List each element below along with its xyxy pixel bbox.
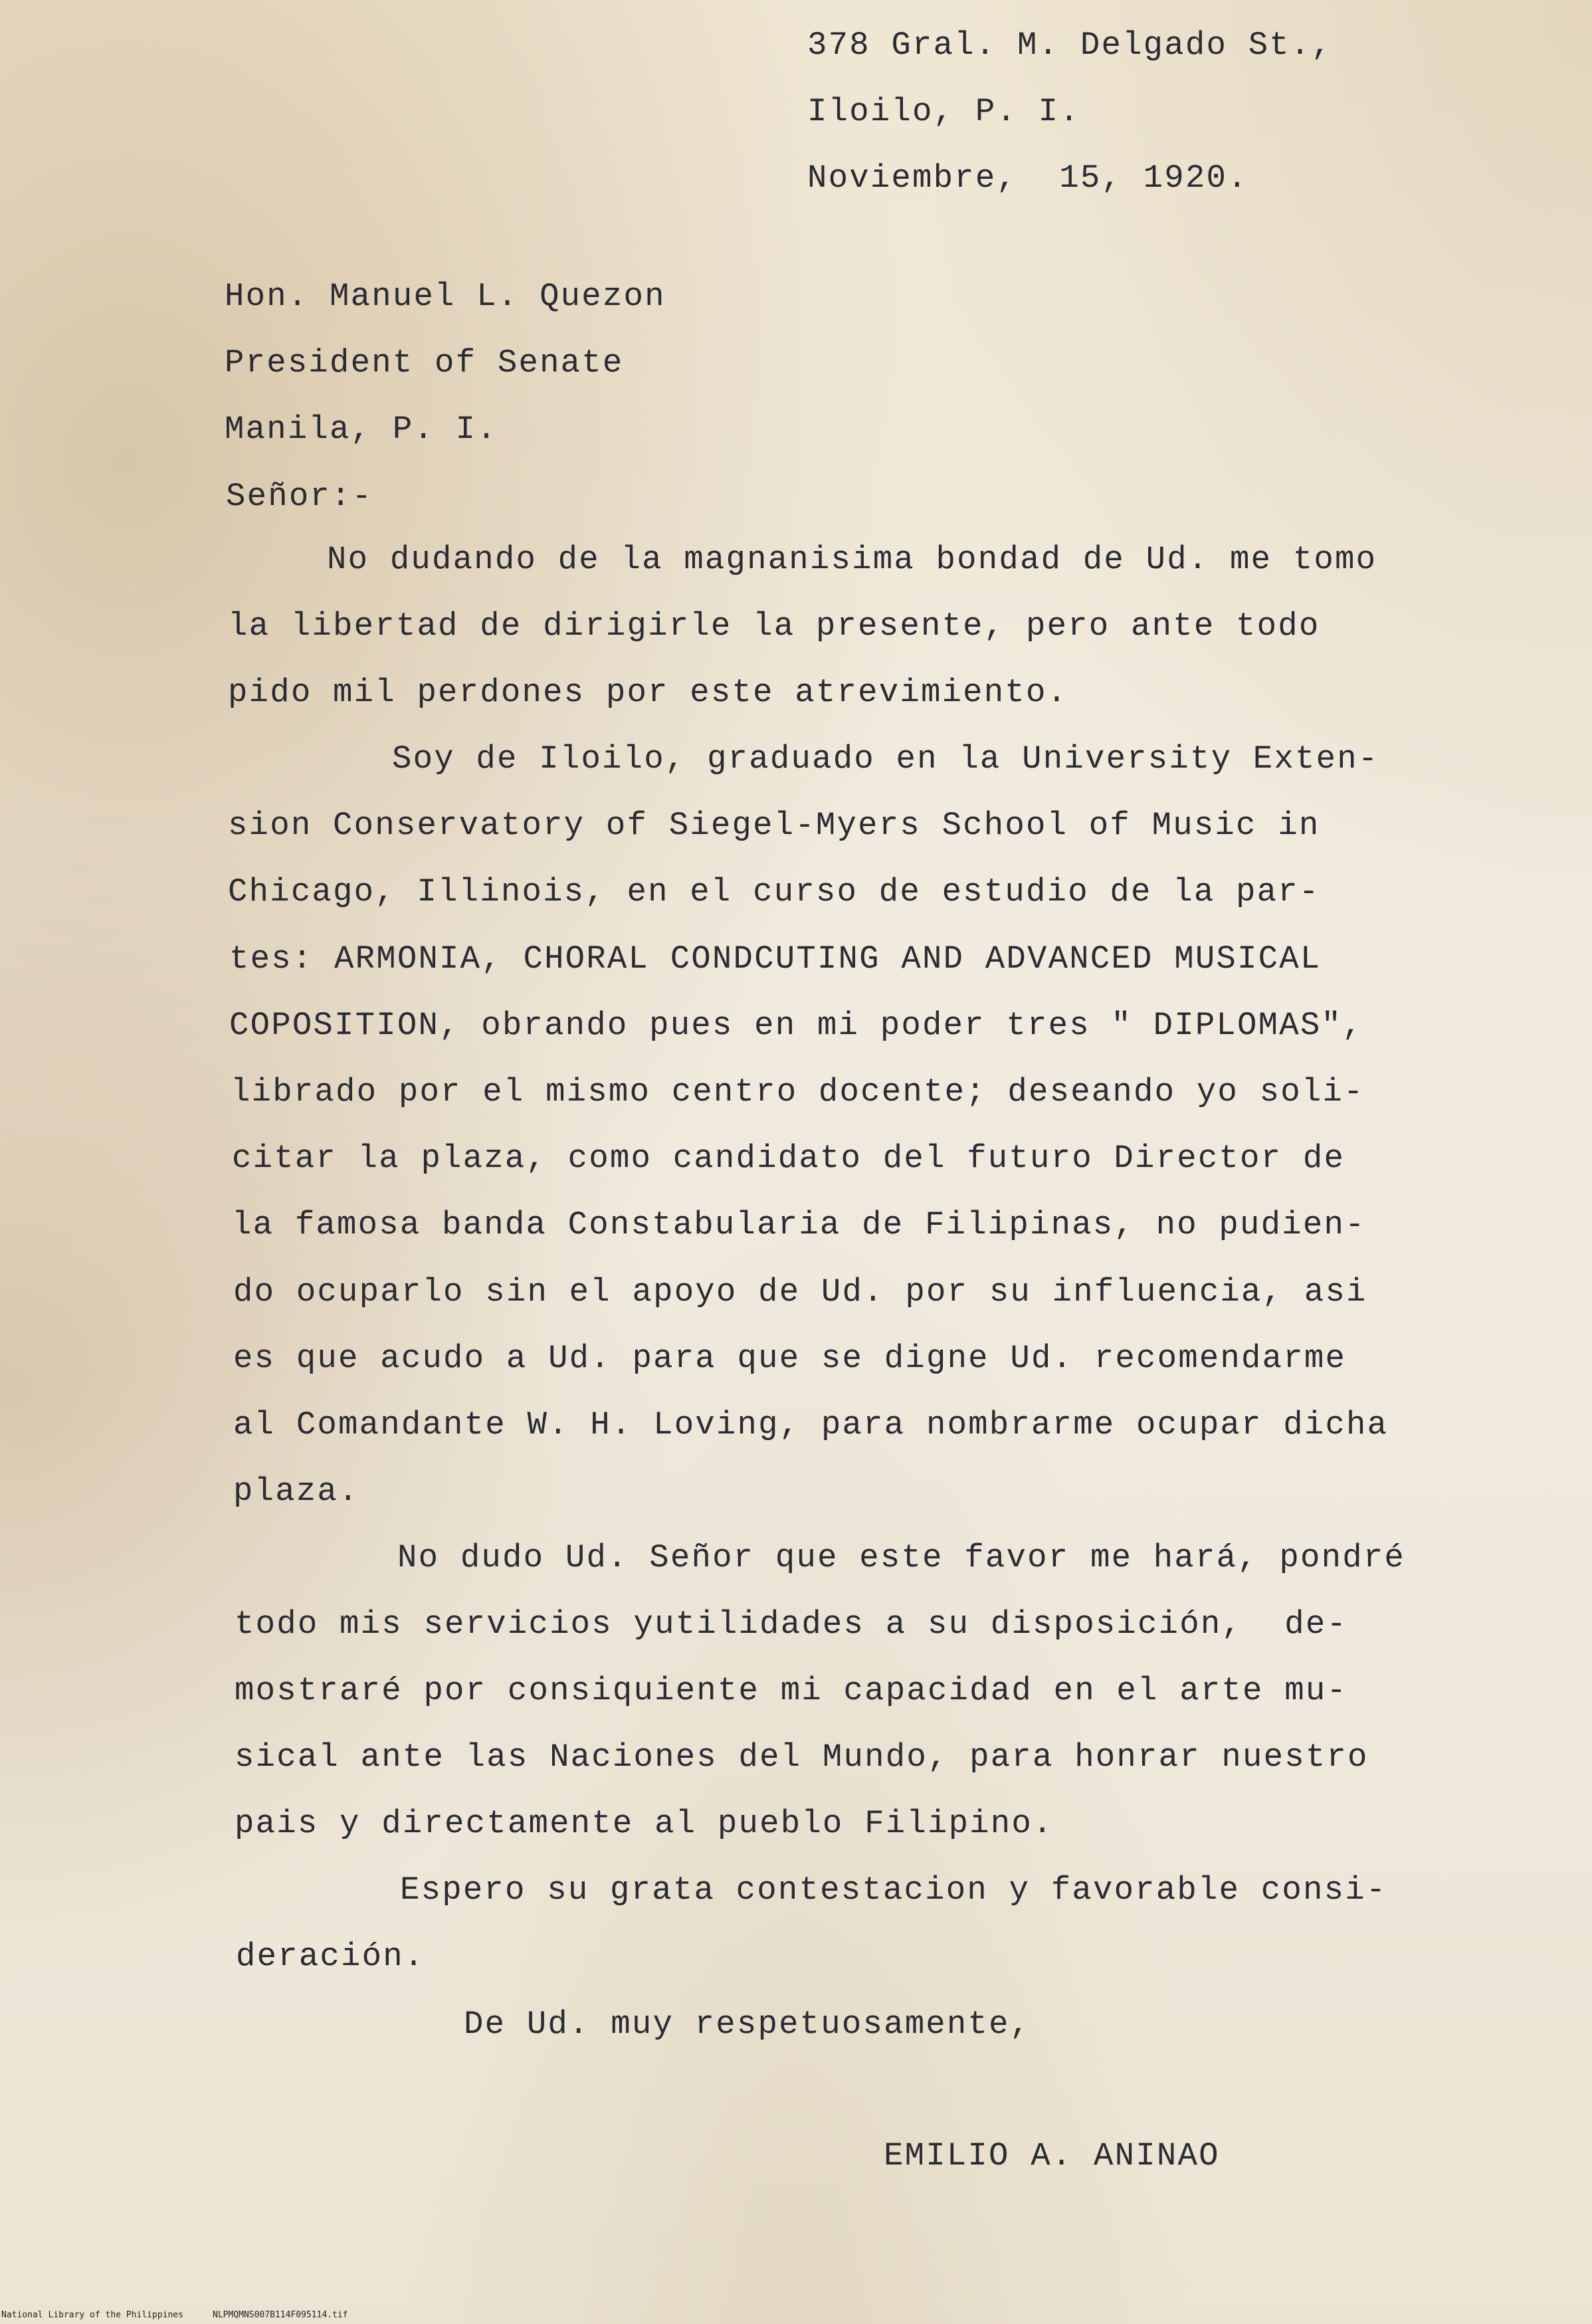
signature-name: EMILIO A. ANINAO xyxy=(884,2137,1220,2174)
recipient-city: Manila, P. I. xyxy=(225,411,498,448)
body-line: librado por el mismo centro docente; deseando yo soli- xyxy=(231,1073,1365,1110)
body-line: sion Conservatory of Siegel-Myers School of Music in xyxy=(228,807,1320,844)
body-line: sical ante las Naciones del Mundo, para honrar nuestro xyxy=(235,1739,1369,1776)
body-line: do ocuparlo sin el apoyo de Ud. por su influencia, asi xyxy=(233,1273,1367,1311)
recipient-name: Hon. Manuel L. Quezon xyxy=(225,278,666,315)
body-line: COPOSITION, obrando pues en mi poder tres " DIPLOMAS", xyxy=(229,1007,1363,1044)
body-line: Espero su grata contestacion y favorable consi- xyxy=(400,1871,1387,1909)
body-line: todo mis servicios yutilidades a su disposición, de- xyxy=(235,1606,1348,1643)
body-line: la famosa banda Constabularia de Filipinas, no pudien- xyxy=(232,1206,1366,1243)
body-line: plaza. xyxy=(233,1473,359,1510)
sender-address-street: 378 Gral. M. Delgado St., xyxy=(807,27,1333,64)
body-line: deración. xyxy=(236,1938,425,1975)
recipient-title: President of Senate xyxy=(225,344,624,381)
body-line: pais y directamente al pueblo Filipino. xyxy=(235,1805,1054,1842)
body-line: pido mil perdones por este atrevimiento. xyxy=(228,674,1068,711)
body-line: mostraré por consiquiente mi capacidad en el arte mu- xyxy=(235,1672,1348,1709)
body-line: No dudando de la magnanisima bondad de Ud. me tomo xyxy=(327,541,1377,578)
sender-address-city: Iloilo, P. I. xyxy=(807,93,1080,130)
body-line: es que acudo a Ud. para que se digne Ud. recomendarme xyxy=(233,1340,1347,1377)
footer-file-id: NLPMQMNS007B114F095114.tif xyxy=(213,2310,348,2320)
closing: De Ud. muy respetuosamente, xyxy=(464,2006,1031,2043)
body-line: Chicago, Illinois, en el curso de estudio de la par- xyxy=(228,873,1320,910)
letter-date: Noviembre, 15, 1920. xyxy=(807,159,1248,197)
body-line: citar la plaza, como candidato del futuro Director de xyxy=(232,1140,1345,1177)
body-line: al Comandante W. H. Loving, para nombrarme ocupar dicha xyxy=(233,1406,1389,1443)
body-line: No dudo Ud. Señor que este favor me hará, pondré xyxy=(397,1539,1406,1576)
body-line: tes: ARMONIA, CHORAL CONDCUTING AND ADVANCED MUSICAL xyxy=(229,940,1322,978)
salutation: Señor:- xyxy=(226,478,373,515)
footer-library: National Library of the Philippines xyxy=(1,2310,183,2320)
body-line: la libertad de dirigirle la presente, pero ante todo xyxy=(228,607,1320,645)
body-line: Soy de Iloilo, graduado en la University Exten- xyxy=(392,740,1379,778)
